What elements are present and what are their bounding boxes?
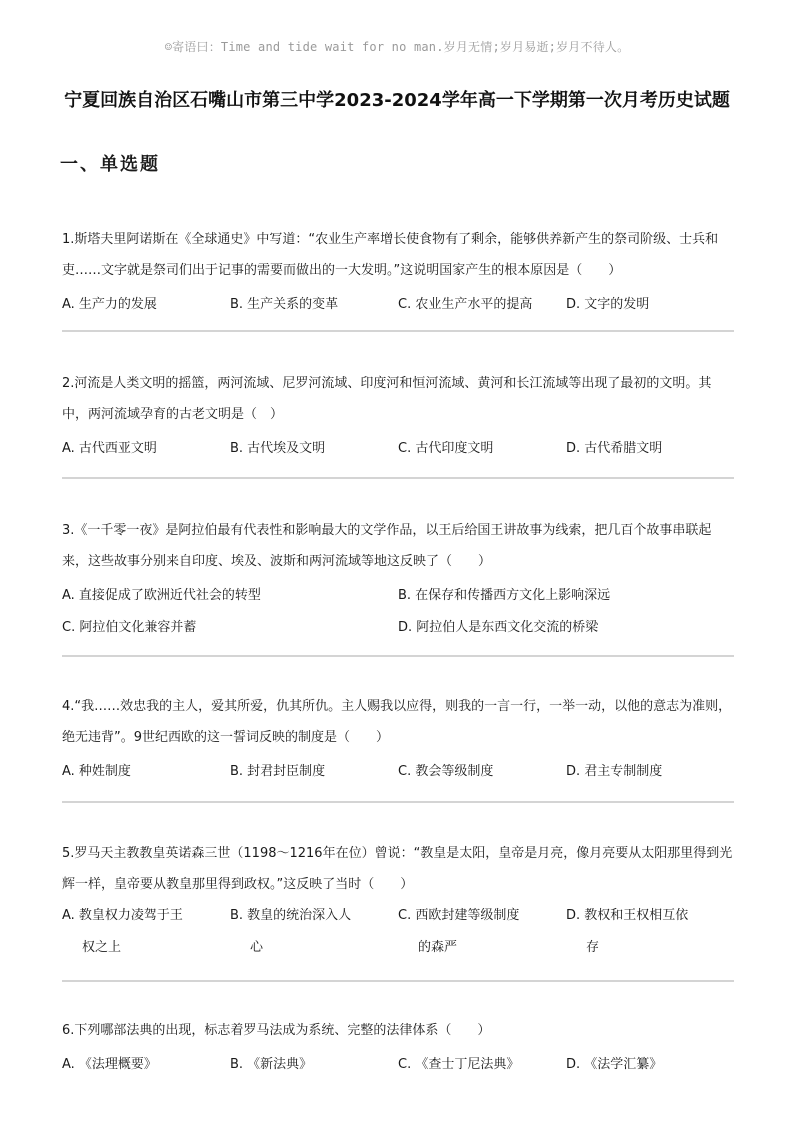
option-a[interactable]: A. 古代西亚文明 (62, 440, 157, 456)
option-continuation: 权之上 (82, 940, 122, 955)
question-3 (62, 515, 734, 641)
option-continuation: 的森严 (418, 940, 458, 955)
question-stem: 3.《一千零一夜》是阿拉伯最有代表性和影响最大的文学作品，以王后给国王讲故事为线索，把几百个故事串联起来，这些故事分别来自印度、埃及、波斯和两河流域等地这反映了（ ） (62, 523, 712, 569)
option-b[interactable]: B. 封君封臣制度 (230, 763, 326, 779)
option-d[interactable]: D. 君主专制制度 (566, 763, 663, 779)
question-stem: 2.河流是人类文明的摇篮，两河流域、尼罗河流域、印度河和恒河流域、黄河和长江流域等出现了最初的文明。其中，两河流域孕育的古老文明是（ ） (62, 376, 712, 422)
option-b[interactable]: B. 教皇的统治深入人 心 (230, 900, 398, 964)
question-stem: 4.“我……效忠我的主人，爱其所爱，仇其所仇。主人赐我以应得，则我的一言一行，一举一动，以他的意志为准则，绝无违背”。9世纪西欧的这一誓词反映的制度是（ ） (62, 699, 732, 745)
divider (62, 477, 734, 479)
question-stem: 6.下列哪部法典的出现，标志着罗马法成为系统、完整的法律体系（ ） (62, 1023, 491, 1038)
option-a[interactable]: A. 种姓制度 (62, 763, 131, 779)
options-row (62, 609, 734, 641)
question-stem: 5.罗马天主教教皇英诺森三世（1198～1216年在位）曾说：“教皇是太阳，皇帝是月亮，像月亮要从太阳那里得到光辉一样，皇帝要从教皇那里得到政权。”这反映了当时（ ） (62, 846, 733, 892)
divider (62, 655, 734, 657)
question-4 (62, 691, 734, 785)
option-b[interactable]: B. 生产关系的变革 (230, 296, 339, 312)
question-6 (62, 1015, 734, 1078)
option-b[interactable]: B. 《新法典》 (230, 1056, 313, 1072)
option-a[interactable]: A. 《法理概要》 (62, 1056, 157, 1072)
option-c[interactable]: C. 西欧封建等级制度 的森严 (398, 900, 566, 964)
options-row (62, 577, 734, 609)
option-continuation: 存 (586, 940, 600, 955)
options-row (62, 1046, 734, 1078)
option-c[interactable]: C. 阿拉伯文化兼容并蓄 (62, 619, 197, 635)
question-stem: 1.斯塔夫里阿诺斯在《全球通史》中写道：“农业生产率增长使食物有了剩余，能够供养新产生的祭司阶级、士兵和吏……文字就是祭司们出于记事的需要而做出的一大发明。”这说明国家产生的根本原因是（ ） (62, 232, 719, 278)
divider (62, 980, 734, 982)
option-a[interactable]: A. 生产力的发展 (62, 296, 157, 312)
option-b[interactable]: B. 古代埃及文明 (230, 440, 326, 456)
option-a[interactable]: A. 教皇权力凌驾于王 权之上 (62, 900, 230, 964)
motto-header: ☺寄语曰：Time and tide wait for no man.岁月无情;岁月易逝;岁月不待人。 (164, 40, 630, 54)
option-d[interactable]: D. 文字的发明 (566, 296, 650, 312)
section-heading: 一、单选题 (60, 154, 160, 175)
divider (62, 801, 734, 803)
question-1 (62, 224, 734, 318)
option-c[interactable]: C. 农业生产水平的提高 (398, 296, 533, 312)
option-d[interactable]: D. 《法学汇纂》 (566, 1056, 663, 1072)
options-row (62, 753, 734, 785)
option-b[interactable]: B. 在保存和传播西方文化上影响深远 (398, 587, 611, 603)
option-continuation: 心 (250, 940, 264, 955)
question-2 (62, 368, 734, 462)
option-d[interactable]: D. 阿拉伯人是东西文化交流的桥梁 (398, 619, 599, 635)
divider (62, 330, 734, 332)
options-row (62, 900, 734, 964)
option-a[interactable]: A. 直接促成了欧洲近代社会的转型 (62, 587, 261, 603)
option-c[interactable]: C. 《查士丁尼法典》 (398, 1056, 520, 1072)
options-row (62, 430, 734, 462)
options-row (62, 286, 734, 318)
option-d[interactable]: D. 古代希腊文明 (566, 440, 663, 456)
option-c[interactable]: C. 教会等级制度 (398, 763, 494, 779)
page-title: 宁夏回族自治区石嘴山市第三中学2023-2024学年高一下学期第一次月考历史试题 (64, 90, 730, 111)
question-5 (62, 838, 734, 964)
option-c[interactable]: C. 古代印度文明 (398, 440, 494, 456)
option-d[interactable]: D. 教权和王权相互依 存 (566, 900, 734, 964)
